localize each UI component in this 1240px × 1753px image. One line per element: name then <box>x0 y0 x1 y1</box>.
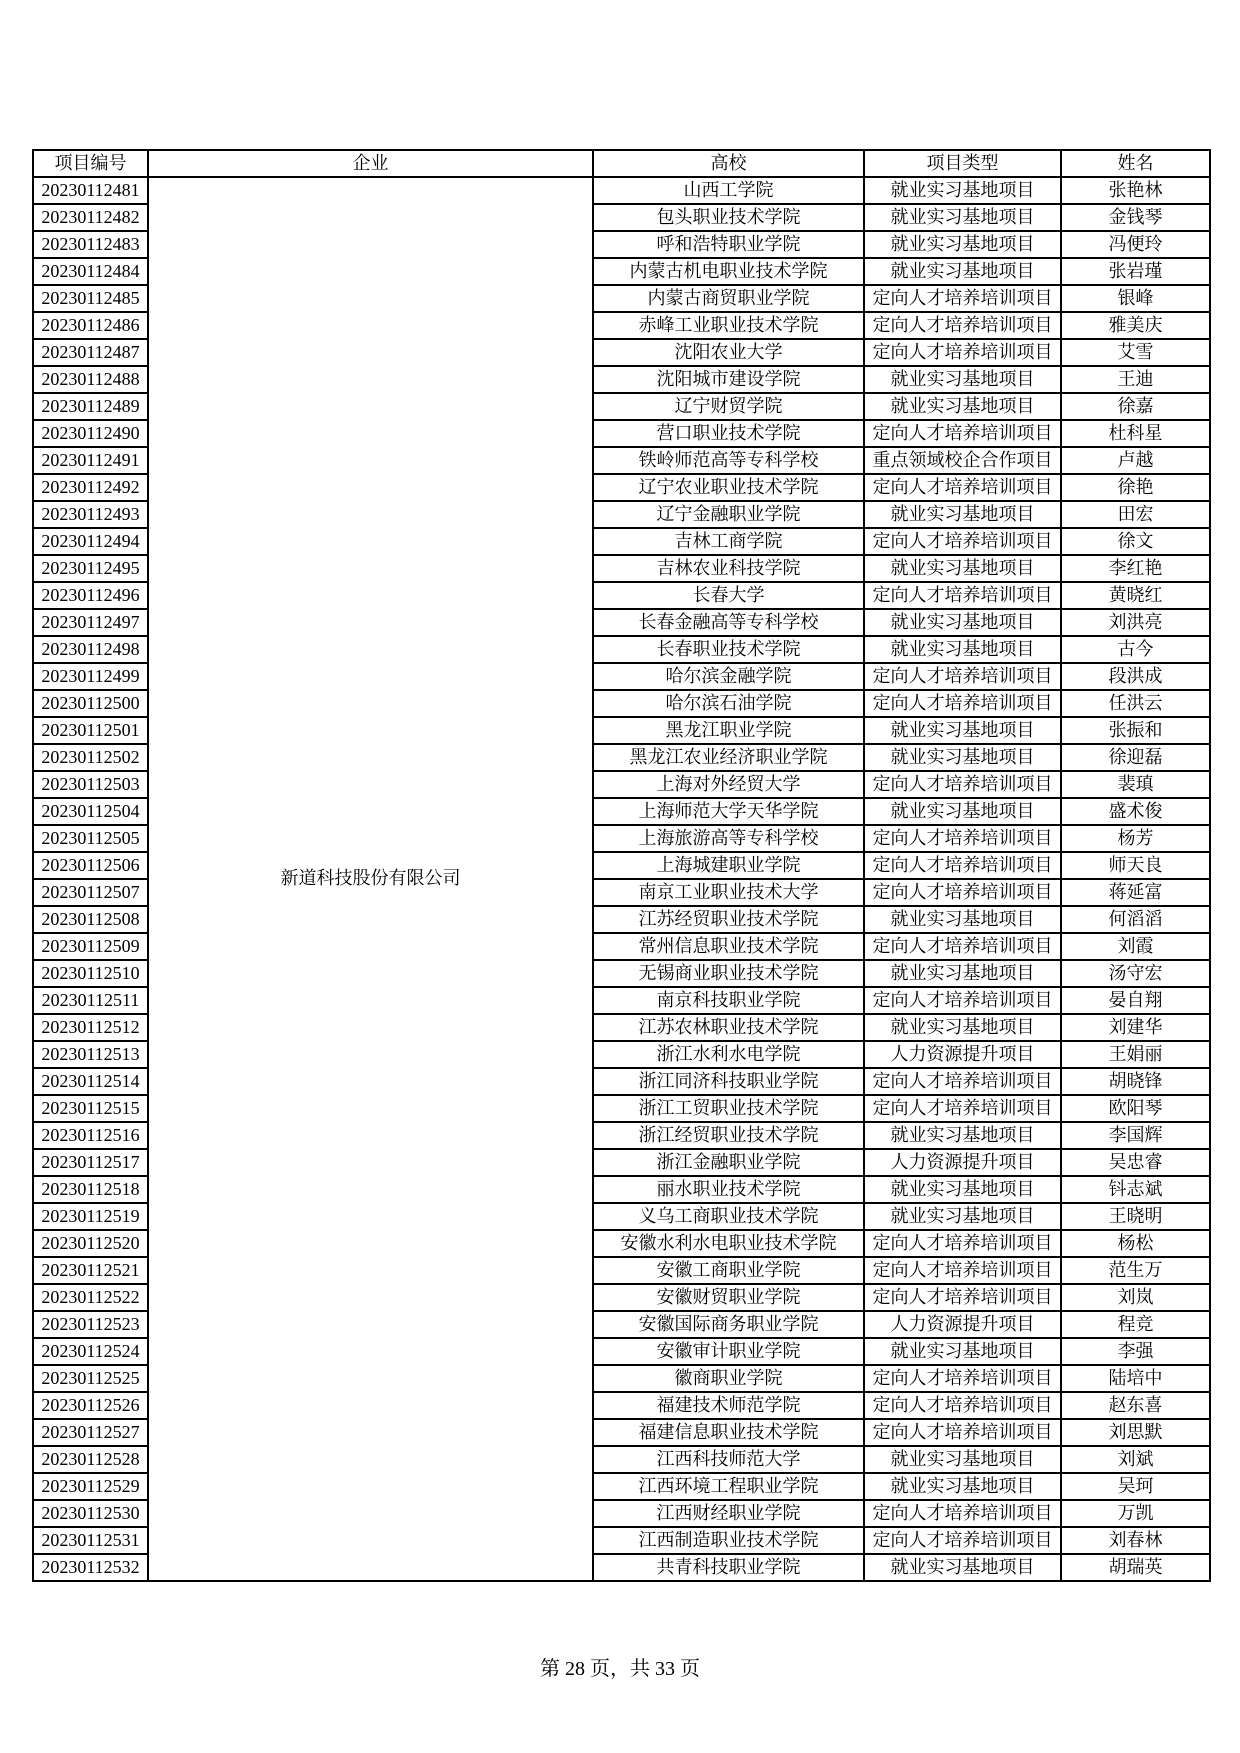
person-name-cell: 徐艳 <box>1061 474 1210 501</box>
project-type-cell: 就业实习基地项目 <box>864 744 1061 771</box>
project-type-cell: 定向人才培养培训项目 <box>864 663 1061 690</box>
project-id-cell: 20230112484 <box>33 258 148 285</box>
project-id-cell: 20230112518 <box>33 1176 148 1203</box>
person-name-cell: 晏自翔 <box>1061 987 1210 1014</box>
school-cell: 福建信息职业技术学院 <box>593 1419 864 1446</box>
school-cell: 浙江工贸职业技术学院 <box>593 1095 864 1122</box>
project-type-cell: 就业实习基地项目 <box>864 717 1061 744</box>
project-id-cell: 20230112482 <box>33 204 148 231</box>
project-id-cell: 20230112492 <box>33 474 148 501</box>
project-type-cell: 就业实习基地项目 <box>864 177 1061 204</box>
project-type-cell: 定向人才培养培训项目 <box>864 879 1061 906</box>
project-type-cell: 重点领域校企合作项目 <box>864 447 1061 474</box>
person-name-cell: 师天良 <box>1061 852 1210 879</box>
project-type-cell: 就业实习基地项目 <box>864 798 1061 825</box>
project-type-cell: 定向人才培养培训项目 <box>864 771 1061 798</box>
person-name-cell: 古今 <box>1061 636 1210 663</box>
person-name-cell: 金钱琴 <box>1061 204 1210 231</box>
person-name-cell: 刘斌 <box>1061 1446 1210 1473</box>
project-type-cell: 定向人才培养培训项目 <box>864 1068 1061 1095</box>
project-id-cell: 20230112490 <box>33 420 148 447</box>
project-type-cell: 定向人才培养培训项目 <box>864 339 1061 366</box>
school-cell: 南京工业职业技术大学 <box>593 879 864 906</box>
school-cell: 山西工学院 <box>593 177 864 204</box>
person-name-cell: 裴瑱 <box>1061 771 1210 798</box>
person-name-cell: 吴珂 <box>1061 1473 1210 1500</box>
person-name-cell: 徐文 <box>1061 528 1210 555</box>
project-type-cell: 定向人才培养培训项目 <box>864 1095 1061 1122</box>
school-cell: 长春大学 <box>593 582 864 609</box>
person-name-cell: 程竞 <box>1061 1311 1210 1338</box>
school-cell: 长春金融高等专科学校 <box>593 609 864 636</box>
project-id-cell: 20230112526 <box>33 1392 148 1419</box>
school-cell: 义乌工商职业技术学院 <box>593 1203 864 1230</box>
project-type-cell: 定向人才培养培训项目 <box>864 420 1061 447</box>
person-name-cell: 王晓明 <box>1061 1203 1210 1230</box>
school-cell: 上海对外经贸大学 <box>593 771 864 798</box>
project-id-cell: 20230112493 <box>33 501 148 528</box>
project-table <box>32 149 1211 1582</box>
school-cell: 安徽财贸职业学院 <box>593 1284 864 1311</box>
person-name-cell: 刘建华 <box>1061 1014 1210 1041</box>
project-type-cell: 就业实习基地项目 <box>864 1473 1061 1500</box>
person-name-cell: 田宏 <box>1061 501 1210 528</box>
header-school: 高校 <box>593 150 864 177</box>
project-type-cell: 定向人才培养培训项目 <box>864 852 1061 879</box>
person-name-cell: 万凯 <box>1061 1500 1210 1527</box>
table-row <box>33 177 1210 204</box>
school-cell: 无锡商业职业技术学院 <box>593 960 864 987</box>
header-name: 姓名 <box>1061 150 1210 177</box>
project-id-cell: 20230112524 <box>33 1338 148 1365</box>
project-type-cell: 就业实习基地项目 <box>864 1338 1061 1365</box>
school-cell: 共青科技职业学院 <box>593 1554 864 1581</box>
person-name-cell: 赵东喜 <box>1061 1392 1210 1419</box>
project-id-cell: 20230112481 <box>33 177 148 204</box>
project-type-cell: 定向人才培养培训项目 <box>864 690 1061 717</box>
project-id-cell: 20230112487 <box>33 339 148 366</box>
project-id-cell: 20230112509 <box>33 933 148 960</box>
project-id-cell: 20230112517 <box>33 1149 148 1176</box>
project-type-cell: 就业实习基地项目 <box>864 258 1061 285</box>
project-id-cell: 20230112485 <box>33 285 148 312</box>
person-name-cell: 杨松 <box>1061 1230 1210 1257</box>
school-cell: 内蒙古机电职业技术学院 <box>593 258 864 285</box>
school-cell: 赤峰工业职业技术学院 <box>593 312 864 339</box>
person-name-cell: 徐迎磊 <box>1061 744 1210 771</box>
person-name-cell: 银峰 <box>1061 285 1210 312</box>
school-cell: 黑龙江农业经济职业学院 <box>593 744 864 771</box>
school-cell: 浙江水利水电学院 <box>593 1041 864 1068</box>
school-cell: 浙江金融职业学院 <box>593 1149 864 1176</box>
school-cell: 辽宁农业职业技术学院 <box>593 474 864 501</box>
person-name-cell: 张艳林 <box>1061 177 1210 204</box>
project-id-cell: 20230112530 <box>33 1500 148 1527</box>
project-type-cell: 就业实习基地项目 <box>864 1176 1061 1203</box>
person-name-cell: 黄晓红 <box>1061 582 1210 609</box>
project-id-cell: 20230112496 <box>33 582 148 609</box>
project-type-cell: 就业实习基地项目 <box>864 393 1061 420</box>
project-id-cell: 20230112497 <box>33 609 148 636</box>
school-cell: 营口职业技术学院 <box>593 420 864 447</box>
school-cell: 铁岭师范高等专科学校 <box>593 447 864 474</box>
person-name-cell: 汤守宏 <box>1061 960 1210 987</box>
person-name-cell: 蒋延富 <box>1061 879 1210 906</box>
school-cell: 黑龙江职业学院 <box>593 717 864 744</box>
project-id-cell: 20230112532 <box>33 1554 148 1581</box>
project-type-cell: 就业实习基地项目 <box>864 1446 1061 1473</box>
person-name-cell: 任洪云 <box>1061 690 1210 717</box>
school-cell: 上海师范大学天华学院 <box>593 798 864 825</box>
project-type-cell: 就业实习基地项目 <box>864 1554 1061 1581</box>
project-id-cell: 20230112515 <box>33 1095 148 1122</box>
person-name-cell: 刘岚 <box>1061 1284 1210 1311</box>
project-type-cell: 就业实习基地项目 <box>864 960 1061 987</box>
header-project-id: 项目编号 <box>33 150 148 177</box>
school-cell: 安徽工商职业学院 <box>593 1257 864 1284</box>
person-name-cell: 李红艳 <box>1061 555 1210 582</box>
project-id-cell: 20230112483 <box>33 231 148 258</box>
project-type-cell: 定向人才培养培训项目 <box>864 1365 1061 1392</box>
school-cell: 包头职业技术学院 <box>593 204 864 231</box>
project-id-cell: 20230112488 <box>33 366 148 393</box>
person-name-cell: 杨芳 <box>1061 825 1210 852</box>
enterprise-cell: 新道科技股份有限公司 <box>148 177 593 1581</box>
project-id-cell: 20230112506 <box>33 852 148 879</box>
project-id-cell: 20230112527 <box>33 1419 148 1446</box>
school-cell: 上海旅游高等专科学校 <box>593 825 864 852</box>
project-id-cell: 20230112505 <box>33 825 148 852</box>
project-type-cell: 定向人才培养培训项目 <box>864 933 1061 960</box>
project-type-cell: 定向人才培养培训项目 <box>864 1392 1061 1419</box>
school-cell: 沈阳城市建设学院 <box>593 366 864 393</box>
project-id-cell: 20230112516 <box>33 1122 148 1149</box>
person-name-cell: 段洪成 <box>1061 663 1210 690</box>
project-id-cell: 20230112528 <box>33 1446 148 1473</box>
person-name-cell: 李强 <box>1061 1338 1210 1365</box>
project-id-cell: 20230112500 <box>33 690 148 717</box>
project-id-cell: 20230112499 <box>33 663 148 690</box>
person-name-cell: 范生万 <box>1061 1257 1210 1284</box>
project-type-cell: 就业实习基地项目 <box>864 906 1061 933</box>
project-id-cell: 20230112511 <box>33 987 148 1014</box>
project-id-cell: 20230112501 <box>33 717 148 744</box>
school-cell: 安徽国际商务职业学院 <box>593 1311 864 1338</box>
person-name-cell: 何滔滔 <box>1061 906 1210 933</box>
school-cell: 浙江同济科技职业学院 <box>593 1068 864 1095</box>
school-cell: 安徽水利水电职业技术学院 <box>593 1230 864 1257</box>
page-footer: 第 28 页，共 33 页 <box>540 1658 700 1680</box>
person-name-cell: 欧阳琴 <box>1061 1095 1210 1122</box>
school-cell: 福建技术师范学院 <box>593 1392 864 1419</box>
project-id-cell: 20230112523 <box>33 1311 148 1338</box>
project-id-cell: 20230112494 <box>33 528 148 555</box>
project-id-cell: 20230112495 <box>33 555 148 582</box>
school-cell: 江苏经贸职业技术学院 <box>593 906 864 933</box>
project-type-cell: 人力资源提升项目 <box>864 1149 1061 1176</box>
project-id-cell: 20230112522 <box>33 1284 148 1311</box>
project-id-cell: 20230112498 <box>33 636 148 663</box>
person-name-cell: 张振和 <box>1061 717 1210 744</box>
school-cell: 江西制造职业技术学院 <box>593 1527 864 1554</box>
table-header-row <box>33 150 1210 177</box>
project-type-cell: 就业实习基地项目 <box>864 555 1061 582</box>
project-type-cell: 定向人才培养培训项目 <box>864 1419 1061 1446</box>
school-cell: 常州信息职业技术学院 <box>593 933 864 960</box>
project-type-cell: 定向人才培养培训项目 <box>864 528 1061 555</box>
person-name-cell: 徐嘉 <box>1061 393 1210 420</box>
project-id-cell: 20230112512 <box>33 1014 148 1041</box>
project-id-cell: 20230112508 <box>33 906 148 933</box>
school-cell: 南京科技职业学院 <box>593 987 864 1014</box>
project-type-cell: 定向人才培养培训项目 <box>864 1230 1061 1257</box>
person-name-cell: 艾雪 <box>1061 339 1210 366</box>
person-name-cell: 雅美庆 <box>1061 312 1210 339</box>
person-name-cell: 张岩瑾 <box>1061 258 1210 285</box>
project-id-cell: 20230112503 <box>33 771 148 798</box>
project-type-cell: 就业实习基地项目 <box>864 204 1061 231</box>
project-id-cell: 20230112507 <box>33 879 148 906</box>
project-id-cell: 20230112491 <box>33 447 148 474</box>
person-name-cell: 刘春林 <box>1061 1527 1210 1554</box>
person-name-cell: 刘思默 <box>1061 1419 1210 1446</box>
project-id-cell: 20230112504 <box>33 798 148 825</box>
person-name-cell: 杜科星 <box>1061 420 1210 447</box>
project-type-cell: 定向人才培养培训项目 <box>864 825 1061 852</box>
school-cell: 吉林农业科技学院 <box>593 555 864 582</box>
project-id-cell: 20230112489 <box>33 393 148 420</box>
person-name-cell: 胡晓锋 <box>1061 1068 1210 1095</box>
school-cell: 江西财经职业学院 <box>593 1500 864 1527</box>
project-type-cell: 人力资源提升项目 <box>864 1041 1061 1068</box>
project-type-cell: 定向人才培养培训项目 <box>864 312 1061 339</box>
project-id-cell: 20230112529 <box>33 1473 148 1500</box>
project-type-cell: 定向人才培养培训项目 <box>864 1500 1061 1527</box>
person-name-cell: 钭志斌 <box>1061 1176 1210 1203</box>
school-cell: 辽宁金融职业学院 <box>593 501 864 528</box>
person-name-cell: 陆培中 <box>1061 1365 1210 1392</box>
school-cell: 江西科技师范大学 <box>593 1446 864 1473</box>
school-cell: 内蒙古商贸职业学院 <box>593 285 864 312</box>
project-type-cell: 定向人才培养培训项目 <box>864 1257 1061 1284</box>
project-type-cell: 就业实习基地项目 <box>864 1203 1061 1230</box>
person-name-cell: 冯便玲 <box>1061 231 1210 258</box>
project-type-cell: 定向人才培养培训项目 <box>864 1527 1061 1554</box>
project-id-cell: 20230112520 <box>33 1230 148 1257</box>
project-type-cell: 就业实习基地项目 <box>864 366 1061 393</box>
school-cell: 吉林工商学院 <box>593 528 864 555</box>
person-name-cell: 王迪 <box>1061 366 1210 393</box>
school-cell: 安徽审计职业学院 <box>593 1338 864 1365</box>
person-name-cell: 李国辉 <box>1061 1122 1210 1149</box>
project-type-cell: 定向人才培养培训项目 <box>864 1284 1061 1311</box>
project-type-cell: 就业实习基地项目 <box>864 501 1061 528</box>
school-cell: 长春职业技术学院 <box>593 636 864 663</box>
project-type-cell: 定向人才培养培训项目 <box>864 582 1061 609</box>
person-name-cell: 刘霞 <box>1061 933 1210 960</box>
school-cell: 浙江经贸职业技术学院 <box>593 1122 864 1149</box>
person-name-cell: 吴忠睿 <box>1061 1149 1210 1176</box>
project-id-cell: 20230112514 <box>33 1068 148 1095</box>
project-id-cell: 20230112486 <box>33 312 148 339</box>
project-type-cell: 就业实习基地项目 <box>864 1122 1061 1149</box>
person-name-cell: 盛术俊 <box>1061 798 1210 825</box>
project-type-cell: 就业实习基地项目 <box>864 1014 1061 1041</box>
school-cell: 江西环境工程职业学院 <box>593 1473 864 1500</box>
person-name-cell: 王娟丽 <box>1061 1041 1210 1068</box>
project-id-cell: 20230112510 <box>33 960 148 987</box>
project-id-cell: 20230112525 <box>33 1365 148 1392</box>
school-cell: 沈阳农业大学 <box>593 339 864 366</box>
project-type-cell: 就业实习基地项目 <box>864 636 1061 663</box>
header-enterprise: 企业 <box>148 150 593 177</box>
project-type-cell: 定向人才培养培训项目 <box>864 474 1061 501</box>
project-id-cell: 20230112521 <box>33 1257 148 1284</box>
project-id-cell: 20230112513 <box>33 1041 148 1068</box>
header-project-type: 项目类型 <box>864 150 1061 177</box>
person-name-cell: 胡瑞英 <box>1061 1554 1210 1581</box>
project-id-cell: 20230112519 <box>33 1203 148 1230</box>
project-id-cell: 20230112531 <box>33 1527 148 1554</box>
school-cell: 哈尔滨金融学院 <box>593 663 864 690</box>
school-cell: 哈尔滨石油学院 <box>593 690 864 717</box>
school-cell: 辽宁财贸学院 <box>593 393 864 420</box>
project-type-cell: 就业实习基地项目 <box>864 231 1061 258</box>
school-cell: 丽水职业技术学院 <box>593 1176 864 1203</box>
project-type-cell: 定向人才培养培训项目 <box>864 987 1061 1014</box>
school-cell: 徽商职业学院 <box>593 1365 864 1392</box>
person-name-cell: 卢越 <box>1061 447 1210 474</box>
project-id-cell: 20230112502 <box>33 744 148 771</box>
person-name-cell: 刘洪亮 <box>1061 609 1210 636</box>
project-type-cell: 就业实习基地项目 <box>864 609 1061 636</box>
school-cell: 上海城建职业学院 <box>593 852 864 879</box>
project-type-cell: 定向人才培养培训项目 <box>864 285 1061 312</box>
project-type-cell: 人力资源提升项目 <box>864 1311 1061 1338</box>
school-cell: 江苏农林职业技术学院 <box>593 1014 864 1041</box>
school-cell: 呼和浩特职业学院 <box>593 231 864 258</box>
